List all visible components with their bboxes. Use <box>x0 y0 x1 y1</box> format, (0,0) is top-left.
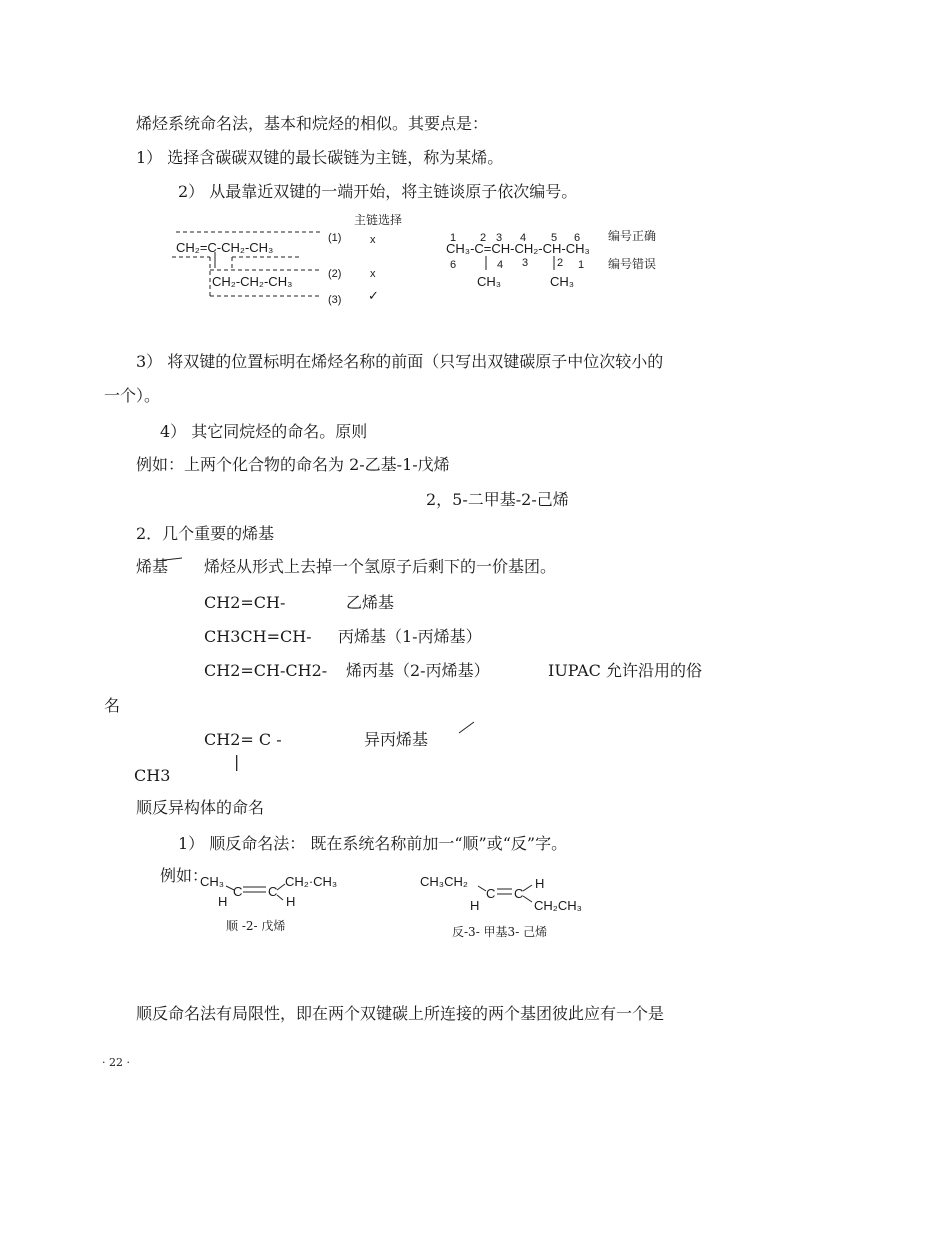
option-1-label: (1) <box>328 232 342 244</box>
trans-name: 反-3- 甲基3- 己烯 <box>452 925 548 939</box>
alkenyl-term: 烯基 <box>136 557 169 576</box>
top-number-5: 5 <box>551 232 558 244</box>
top-number-4: 4 <box>520 232 527 244</box>
alkenyl-definition: 烯烃从形式上去掉一个氢原子后剩下的一价基团。 <box>204 557 557 576</box>
example-prefix: 例如： <box>160 866 209 885</box>
top-number-3: 3 <box>496 232 503 244</box>
group-2-name: 丙烯基（1-丙烯基） <box>338 627 482 646</box>
group-4-branch-bar: | <box>234 752 240 771</box>
example-names-1: 例如：上两个化合物的命名为 2-乙基-1-戊烯 <box>136 455 450 474</box>
bottom-number-3: 3 <box>522 257 529 269</box>
main-chain-formula: CH₂=C-CH₂-CH₃ <box>176 240 274 255</box>
group-3-formula: CH2=CH-CH2- <box>204 661 328 680</box>
trans-top-right: H <box>535 876 545 891</box>
closing-paragraph: 顺反命名法有局限性，即在两个双键碳上所连接的两个基团彼此应有一个是 <box>136 1004 665 1023</box>
cis-top-right: CH₂·CH₃ <box>285 874 338 889</box>
rule-2: 2） 从最靠近双键的一端开始，将主链谈原子依次编号。 <box>178 182 578 201</box>
trans-bond-tr <box>523 885 532 891</box>
cis-carbon-2: C <box>268 884 278 899</box>
label-wrong: 编号错误 <box>608 257 657 271</box>
group-4-branch: CH3 <box>134 766 171 785</box>
page-number: · 22 · <box>102 1056 130 1069</box>
trans-carbon-1: C <box>486 886 496 901</box>
cis-trans-heading: 顺反异构体的命名 <box>136 798 265 817</box>
top-number-6: 6 <box>574 232 581 244</box>
label-correct: 编号正确 <box>608 229 657 243</box>
section-2-heading: 2．几个重要的烯基 <box>136 524 275 543</box>
cis-name: 顺 -2- 戊烯 <box>226 919 286 933</box>
intro-text: 烯烃系统命名法，基本和烷烃的相似。其要点是： <box>136 114 489 133</box>
group-1-formula: CH2=CH- <box>204 593 286 612</box>
bottom-number-2: 2 <box>557 257 564 269</box>
bottom-number-4: 4 <box>497 259 504 271</box>
rule-3-line-2: 一个）。 <box>104 386 161 405</box>
group-1-name: 乙烯基 <box>346 593 395 612</box>
trans-bottom-right: CH₂CH₃ <box>534 898 582 913</box>
rule-4: 4） 其它同烷烃的命名。原则 <box>160 422 368 441</box>
example-names-2: 2，5-二甲基-2-己烯 <box>426 490 569 509</box>
trans-bottom-left: H <box>470 898 480 913</box>
rule-1: 1） 选择含碳碳双键的最长碳链为主链，称为某烯。 <box>136 148 504 167</box>
rule-3-line-1: 3） 将双键的位置标明在烯烃名称的前面（只写出双键碳原子中位次较小的 <box>136 352 664 371</box>
methyl-branch-1: CH₃ <box>477 274 502 289</box>
cis-trans-rule-1: 1） 顺反命名法： 既在系统名称前加一“顺”或“反”字。 <box>178 834 568 853</box>
cis-carbon-1: C <box>233 884 243 899</box>
option-3-label: (3) <box>328 294 342 306</box>
group-2-formula: CH3CH=CH- <box>204 627 312 646</box>
option-2-label: (2) <box>328 268 342 280</box>
top-number-2: 2 <box>480 232 487 244</box>
trans-top-left: CH₃CH₂ <box>420 874 468 889</box>
methyl-branch-2: CH₃ <box>550 274 575 289</box>
group-3-name: 烯丙基（2-丙烯基） <box>346 661 490 680</box>
trans-bond-br <box>523 896 532 902</box>
group-4-name: 异丙烯基 <box>364 730 429 749</box>
group-4-formula: CH2= C - <box>204 730 282 749</box>
cis-bottom-right: H <box>286 894 296 909</box>
cis-bottom-left: H <box>218 894 228 909</box>
cis-top-left: CH₃ <box>200 874 225 889</box>
numbered-chain-formula: CH₃-C=CH-CH₂-CH-CH₃ <box>446 241 590 256</box>
group-3-note: IUPAC 允许沿用的俗 <box>548 661 702 680</box>
top-number-1: 1 <box>450 232 457 244</box>
group-3-note-continued: 名 <box>104 696 121 715</box>
branch-chain-formula: CH₂-CH₂-CH₃ <box>212 274 293 289</box>
bottom-number-1: 1 <box>578 259 585 271</box>
trans-carbon-2: C <box>514 886 524 901</box>
chain-selection-header: 主链选择 <box>354 213 403 227</box>
trans-bond-tl <box>478 886 486 891</box>
bottom-number-6: 6 <box>450 259 457 271</box>
option-1-mark: x <box>370 234 376 246</box>
option-2-mark: x <box>370 268 376 280</box>
option-3-check-icon: ✓ <box>368 288 379 303</box>
